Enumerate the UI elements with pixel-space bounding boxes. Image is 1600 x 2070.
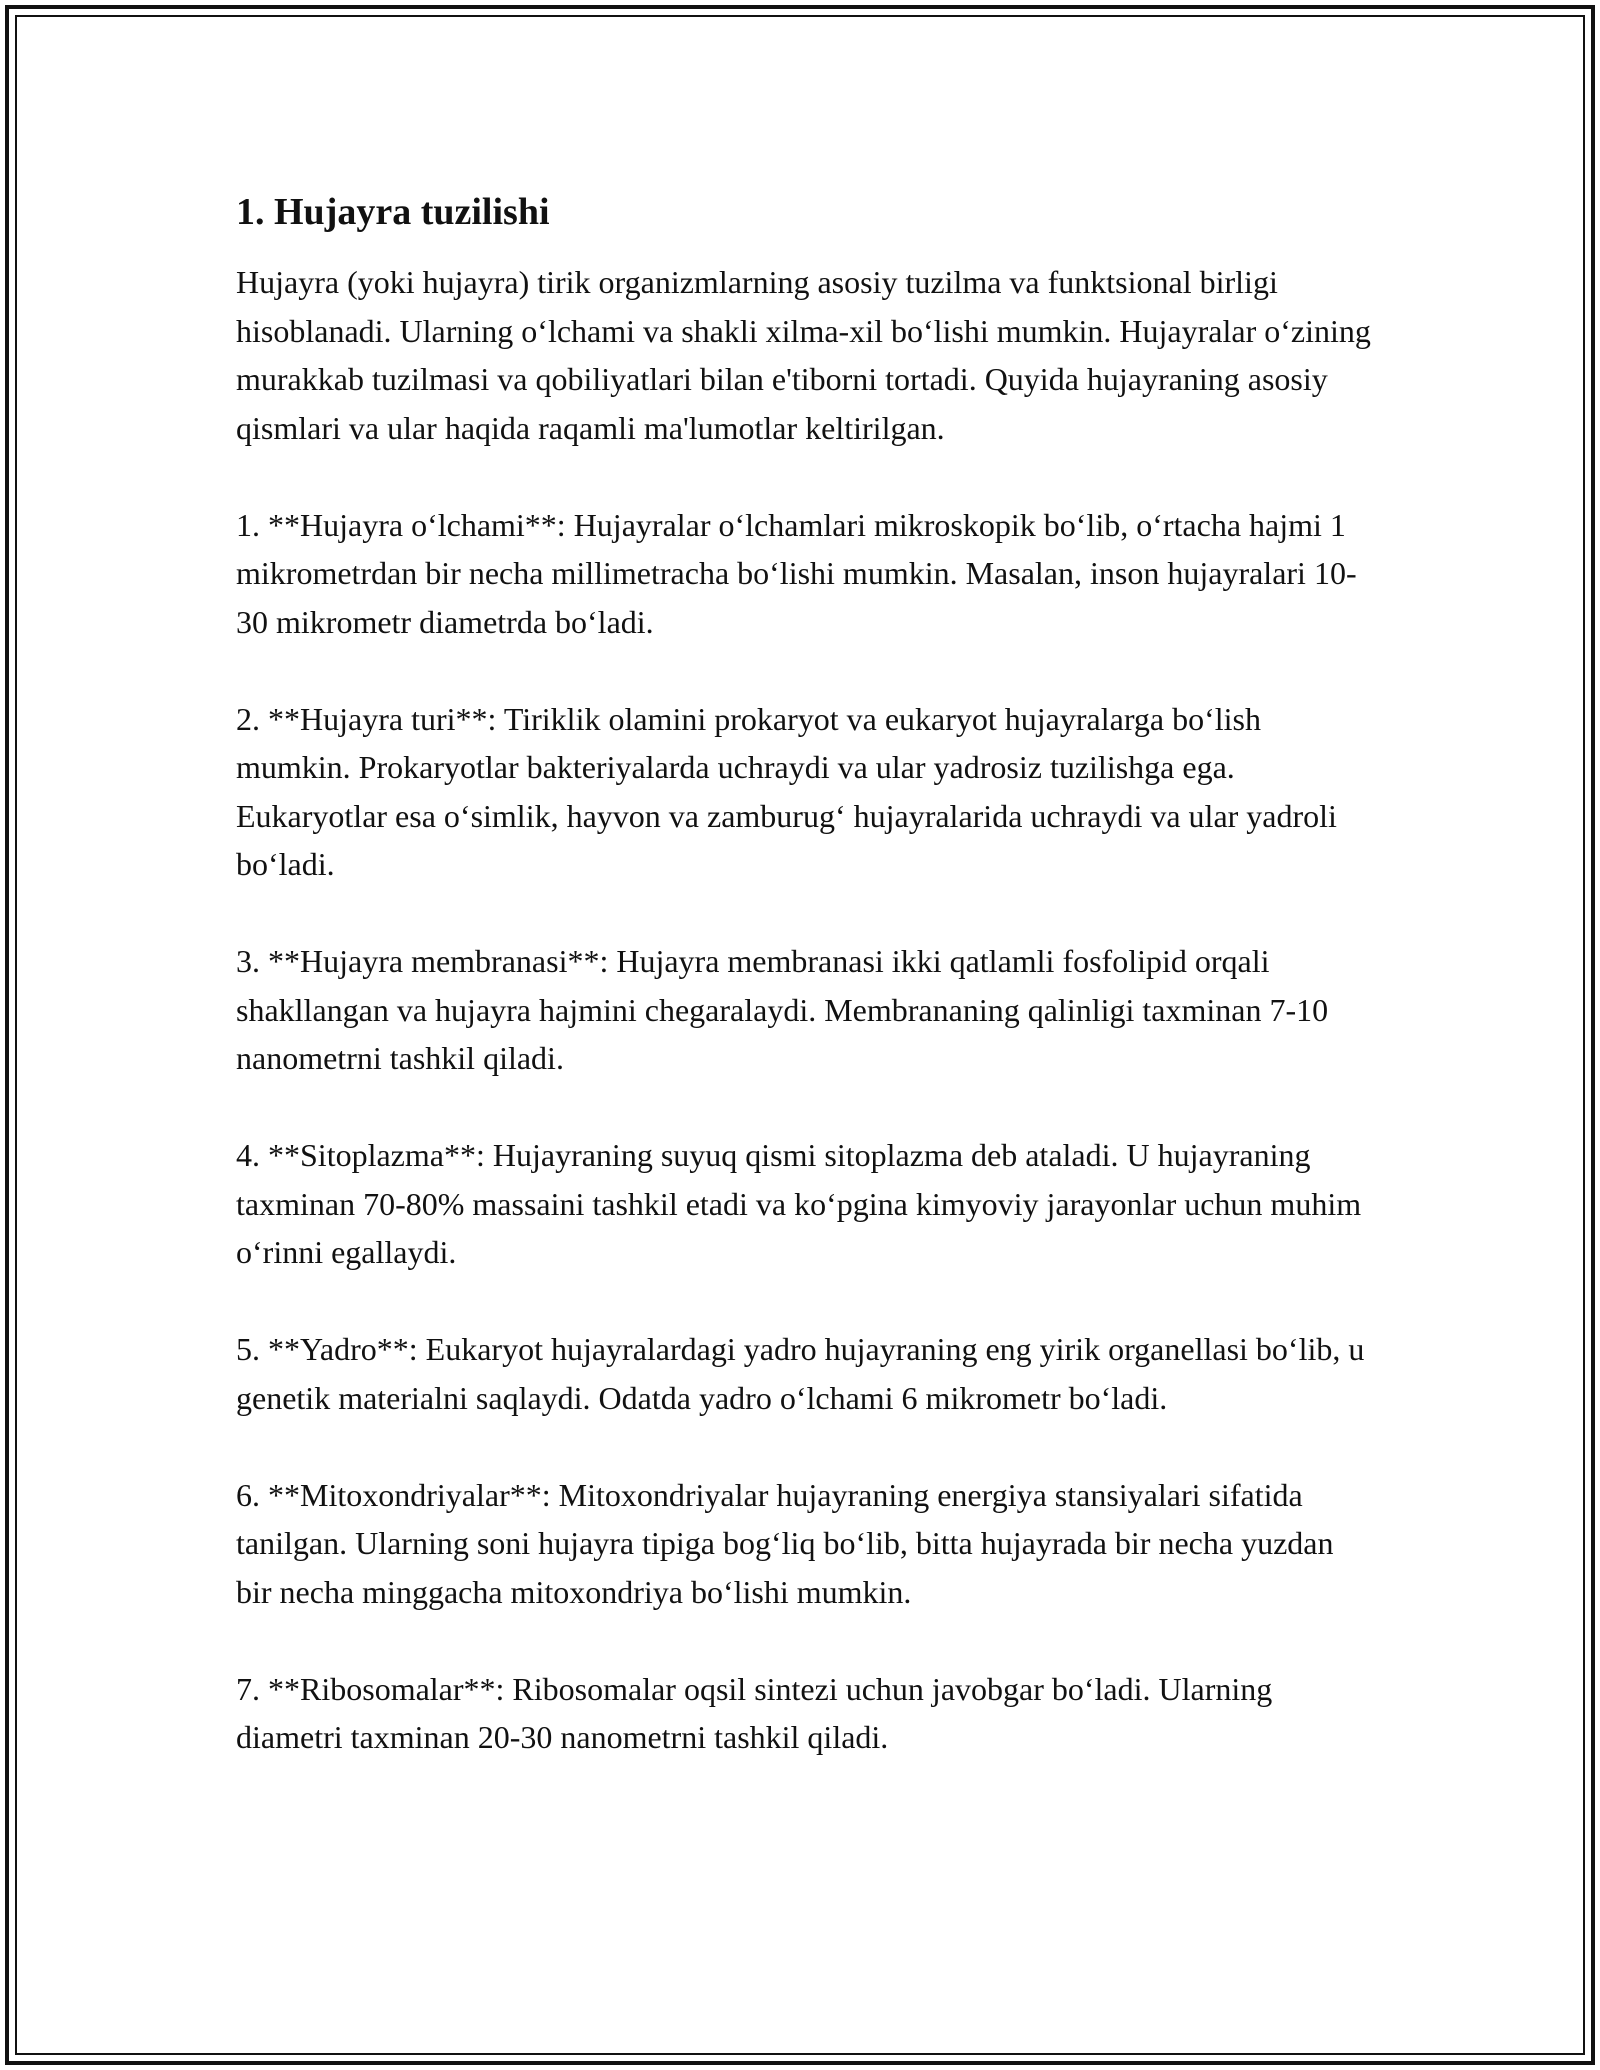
item-cytoplasm: 4. **Sitoplazma**: Hujayraning suyuq qismi sitoplazma deb ataladi. U hujayraning taxminan 70-80% massaini tashkil etadi va ko‘pgina kimyoviy jarayonlar uchun muhim o‘rinni egallaydi. <box>236 1137 1362 1270</box>
document-body <box>236 186 1376 1810</box>
item-cell-size: 1. **Hujayra o‘lchami**: Hujayralar o‘lchamlari mikroskopik bo‘lib, o‘rtacha hajmi 1 mikrometrdan bir necha millimetracha bo‘lishi mumkin. Masalan, inson hujayralari 10-30 mikrometr diametrda bo‘ladi. <box>236 506 1357 640</box>
document-title: 1. Hujayra tuzilishi <box>236 191 550 233</box>
item-ribosomes: 7. **Ribosomalar**: Ribosomalar oqsil sintezi uchun javobgar bo‘ladi. Ularning diametri taxminan 20-30 nanometrni tashkil qiladi. <box>236 1670 1273 1755</box>
item-cell-type: 2. **Hujayra turi**: Tiriklik olamini prokaryot va eukaryot hujayralarga bo‘lish mumkin. Prokaryotlar bakteriyalarda uchraydi va ular yadrosiz tuzilishga ega. Eukaryotlar esa o‘simlik, hayvon va zamburug‘ hujayralarida uchraydi va ular yadroli bo‘ladi. <box>236 700 1337 882</box>
intro-paragraph: Hujayra (yoki hujayra) tirik organizmlarning asosiy tuzilma va funktsional birligi hisoblanadi. Ularning o‘lchami va shakli xilma-xil bo‘lishi mumkin. Hujayralar o‘zining murakkab tuzilmasi va qobiliyatlari bilan e'tiborni tortadi. Quyida hujayraning asosiy qismlari va ular haqida raqamli ma'lumotlar keltirilgan. <box>236 264 1371 446</box>
item-nucleus: 5. **Yadro**: Eukaryot hujayralardagi yadro hujayraning eng yirik organellasi bo‘lib, u genetik materialni saqlaydi. Odatda yadro o‘lchami 6 mikrometr bo‘ladi. <box>236 1331 1365 1416</box>
item-cell-membrane: 3. **Hujayra membranasi**: Hujayra membranasi ikki qatlamli fosfolipid orqali shakllangan va hujayra hajmini chegaralaydi. Membrananing qalinligi taxminan 7-10 nanometrni tashkil qiladi. <box>236 943 1329 1076</box>
item-mitochondria: 6. **Mitoxondriyalar**: Mitoxondriyalar hujayraning energiya stansiyalari sifatida tanilgan. Ularning soni hujayra tipiga bog‘liq bo‘lib, bitta hujayrada bir necha yuzdan bir necha minggacha mitoxondriya bo‘lishi mumkin. <box>236 1476 1334 1610</box>
